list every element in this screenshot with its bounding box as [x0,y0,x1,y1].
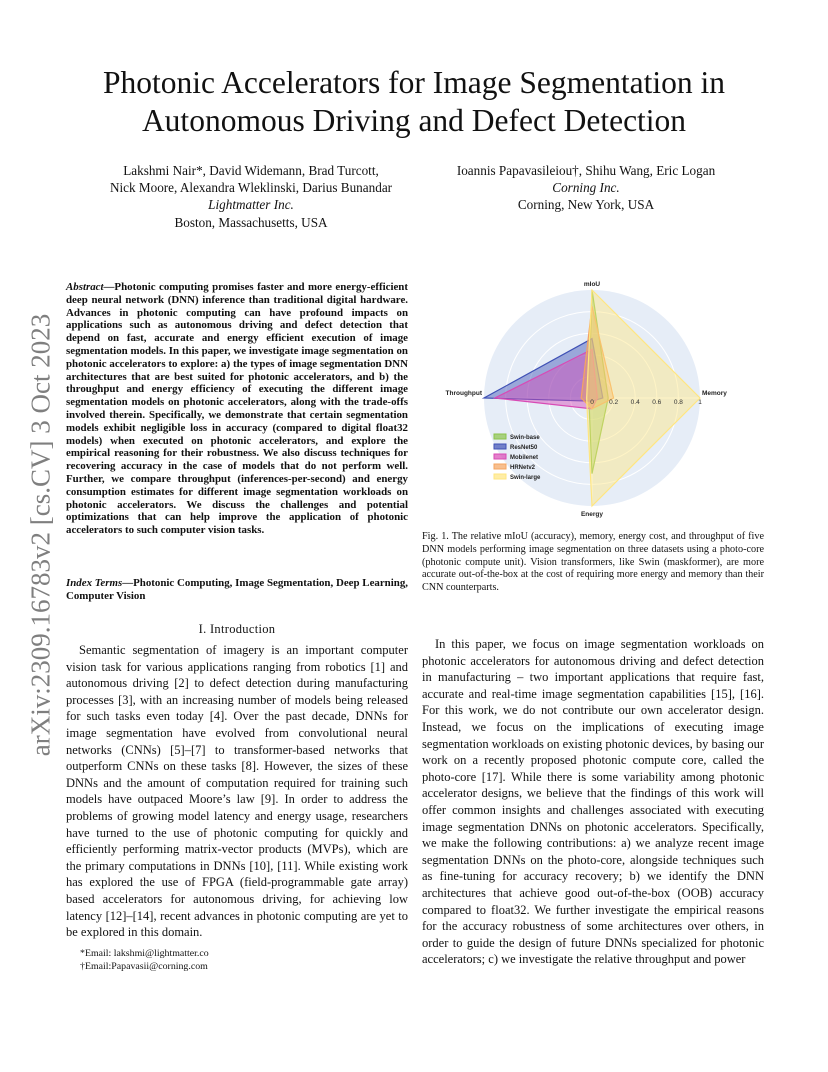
axis-label-energy: Energy [580,511,604,518]
legend-swatch-hrnetv2 [494,464,506,469]
legend-label-swin-base: Swin-base [510,435,540,441]
authors-line-1: Lakshmi Nair*, David Widemann, Brad Turcott, [123,163,379,178]
intro-paragraph-1: Semantic segmentation of imagery is an important computer vision task for various applications ranging from robotics [1] and autonomous driving [2] to defect detection during manufacturing processes [3], with an increasing number of models being released for such tasks even today [4]. Over the past decade, DNNs for image segmentation have evolved from convolutional neural networks (CNNs) [5]–[7] to transformer-based networks that outperform CNNs on these tasks [8]. However, the sizes of these DNNs and the amount of computation required for training such models have outpaced Moore’s law [9]. In order to address the problems of growing model latency and energy usage, researchers have turned to the use of photonic computing for quickly and efficiently performing matrix-vector products (MVPs), which are the primary computations in DNNs [10], [11]. While existing work has explored the use of FPGA (field-programmable gate array) based accelerators for autonomous driving, for achieving low latency [12]–[14], recent advances in photonic computing are yet to be explored in this domain. [66,643,408,940]
figure-1-caption: Fig. 1. The relative mIoU (accuracy), memory, energy cost, and throughput of five DNN models performing image segmentation on three datasets using a photo-core (photonic compute unit). Vision transformers, like Swin (maskformer), are more accurate out-of-the-box at the cost of requiring more energy and memory than their CNN counterparts. [422,531,764,594]
legend-label-hrnetv2: HRNetv2 [510,465,536,471]
legend-swatch-mobilenet [494,454,506,459]
index-terms-text: —Photonic Computing, Image Segmentation, Deep Learning, Computer Vision [66,577,408,602]
abstract-lead: Abstract [66,281,104,293]
radar-chart-svg [438,276,764,522]
footnotes [80,948,209,974]
index-terms [66,577,408,603]
radial-tick-label: 0.2 [609,399,619,406]
abstract [66,281,408,537]
figure-1-radar-chart [438,276,764,522]
radial-tick-label: 0.4 [630,399,640,406]
authors-line-right: Ioannis Papavasileiou†, Shihu Wang, Eric Logan [456,163,716,178]
legend-label-swin-large: Swin-large [510,475,541,481]
location-left: Boston, Massachusetts, USA [174,214,328,230]
radial-tick-label: 1 [698,399,702,406]
arxiv-identifier[interactable]: arXiv:2309.16783v2 [cs.CV] 3 Oct 2023 [25,313,56,757]
authors-line-2: Nick Moore, Alexandra Wleklinski, Darius Bunandar [109,180,393,196]
radial-tick-label: 0 [590,399,594,406]
footnote-email-2: †Email:Papavasii@corning.com [80,960,208,972]
section-heading-introduction: I. Introduction [198,622,276,636]
index-terms-lead: Index Terms [66,577,123,589]
footnote-email-1: *Email: lakshmi@lightmatter.co [80,948,209,959]
abstract-text: —Photonic computing promises faster and more energy-efficient deep neural network (DNN) inference than traditional digital hardware. Advances in photonic computing can have profound impacts on applications such as autonomous driving and defect detection that depend on fast, accurate and energy efficient execution of image segmentation models. In this paper, we investigate image segmentation on photonic accelerators to explore: a) the types of image segmentation DNN architectures that are best suited for photonic accelerators, and b) the throughput and energy efficiency of executing the different image segmentation models on photonic accelerators, along with the trade-offs involved therein. Specifically, we demonstrate that certain segmentation models exhibit negligible loss in accuracy (compared to digital float32 models) when executed on photonic accelerators, and explore the empirical reasoning for their robustness. We also discuss techniques for recovering accuracy in the case of models that do not perform well. Further, we compare throughput (inferences-per-second) and energy consumption estimates for different image segmentation workloads on photonic accelerators. We discuss the challenges and potential optimizations that can help improve the application of photonic accelerators to such computer vision tasks. [66,281,408,537]
intro-paragraph-2: In this paper, we focus on image segmentation workloads on photonic accelerators for autonomous driving and defect detection in manufacturing – two important applications that require fast, accurate and real-time image segmentation capabilities [15], [16]. For this work, we do not contribute our own accelerator design. Instead, we focus on the implications of executing image segmentation workloads on existing photonic devices, by basing our work on a recently proposed photonic compute core, called the photo-core [17]. While there is some variability among photonic accelerator designs, we believe that the findings of this work will offer common insights and challenges associated with executing image segmentation DNNs on photonic accelerators. Specifically, we make the following contributions: a) we analyze recent image segmentation DNNs on the photo-core, alongside techniques such as fine-tuning for accuracy recovery; b) we identify the DNN architectures that achieve good out-of-the-box (OOB) accuracy compared to float32. We further investigate the empirical reasons for the accuracy robustness of some architectures over others, in order to guide the design of future DNNs specialized for photonic accelerators; c) we investigate the relative throughput and power [422,637,764,967]
affiliation-right: Corning Inc. [552,180,620,196]
legend-swatch-swin-large [494,474,506,479]
legend-swatch-swin-base [494,434,506,439]
intro-right-column [422,636,764,968]
legend-swatch-resnet50 [494,444,506,449]
legend-label-resnet50: ResNet50 [510,445,538,451]
axis-label-throughput: Throughput [445,390,482,397]
affiliation-left: Lightmatter Inc. [208,197,294,213]
axis-label-miou: mIoU [583,281,601,288]
author-block-right [420,162,752,214]
legend-label-mobilenet: Mobilenet [510,455,538,461]
intro-left-column [66,642,408,941]
location-right: Corning, New York, USA [517,197,655,213]
radial-tick-label: 0.6 [652,399,662,406]
paper-title: Photonic Accelerators for Image Segmentation in Autonomous Driving and Defect Detection [103,65,725,138]
author-block-left [76,162,426,231]
radial-tick-label: 0.8 [673,399,683,406]
axis-label-memory: Memory [702,390,727,397]
